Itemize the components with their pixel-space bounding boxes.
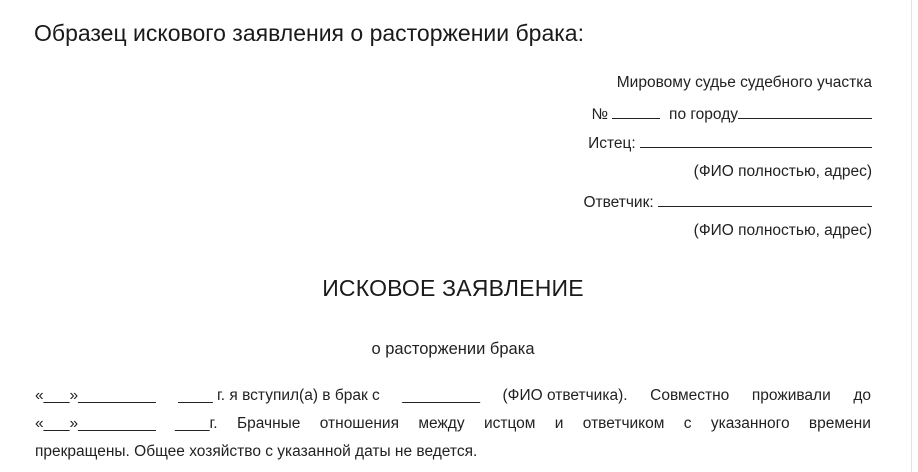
city-blank[interactable] [738,102,872,119]
body-word: с [683,415,692,432]
body-word: Брачные [236,415,301,432]
body-word: истцом [483,415,536,432]
body-word: указанного [710,415,790,432]
body-word: ____г. [175,415,218,432]
plaintiff-line [472,131,872,161]
court-label: Мировому судье судебного участка [616,74,872,91]
plaintiff-note: (ФИО полностью, адрес) [693,162,872,180]
document-subheading: о расторжении брака [371,340,535,358]
defendant-label: Ответчик: [583,194,654,211]
body-word: «___»_________ [35,415,156,432]
body-word: отношения [319,415,399,432]
plaintiff-blank[interactable] [640,131,872,148]
defendant-note-line [472,220,872,250]
body-word: проживали [751,387,831,404]
body-line-2 [35,410,871,438]
document-heading: ИСКОВОЕ ЗАЯВЛЕНИЕ [322,275,584,301]
defendant-line [472,190,872,220]
body-line-3 [35,438,871,466]
body-word: и [554,415,564,432]
district-number-label: № [591,105,609,123]
addressee-district-line [472,102,872,132]
page-title: Образец искового заявления о расторжении брака: [34,20,584,46]
body-word: Совместно [650,387,730,404]
body-word: ответчиком [582,415,665,432]
city-label: по городу [669,105,738,123]
body-word: (ФИО ответчика). [502,387,628,404]
body-sentence: прекращены. Общее хозяйство с указанной даты не ведется. [35,443,478,460]
defendant-note: (ФИО полностью, адрес) [693,221,872,239]
plaintiff-label: Истец: [588,135,636,152]
district-number-blank[interactable] [612,102,660,119]
body-word: времени [808,415,871,432]
document-body [35,382,871,466]
plaintiff-note-line [472,161,872,191]
body-word: «___»_________ [35,387,156,404]
body-word: ____ г. я вступил(а) в брак с [178,387,380,404]
defendant-blank[interactable] [658,190,872,207]
body-word: до [853,387,871,404]
addressee-court-line [472,72,872,102]
body-line-1 [35,382,871,410]
body-word: между [418,415,465,432]
addressee-block [472,72,872,249]
page-edge-divider [911,0,912,472]
body-word: _________ [402,387,480,404]
